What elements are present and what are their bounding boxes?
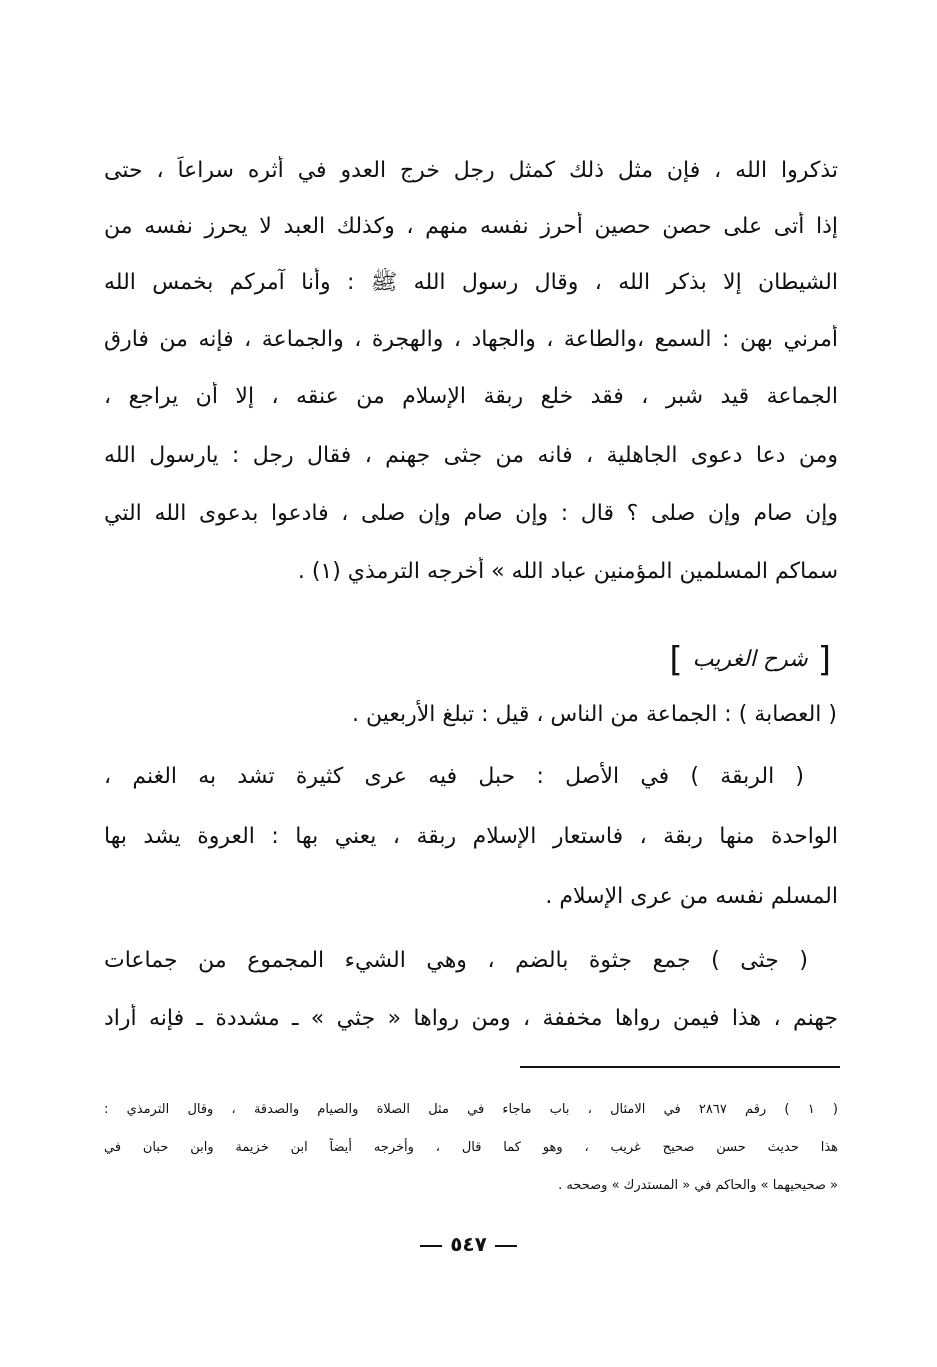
gloss-line: ( الربقة ) في الأصل : حبل فيه عرى كثيرة تشد به الغنم ،	[104, 764, 804, 789]
gloss-line: ( جثى ) جمع جثوة بالضم ، وهي الشيء المجموع من جماعات	[104, 948, 808, 973]
body-line: أمرني بهن : السمع ،والطاعة ، والجهاد ، والهجرة ، والجماعة ، فإنه من فارق	[104, 327, 838, 352]
heading-close-bracket: ]	[669, 640, 683, 680]
page-number-dash-right	[420, 1245, 442, 1247]
gloss-line: الواحدة منها ربقة ، فاستعار الإسلام ربقة ، يعني بها : العروة يشد بها	[104, 824, 838, 849]
footnote-line: ( ١ ) رقم ٢٨٦٧ في الامثال ، باب ماجاء في مثل الصلاة والصيام والصدقة ، وقال الترمذي :	[104, 1102, 838, 1117]
footnote-line: هذا حديث حسن صحيح غريب ، وهو كما قال ، وأخرجه أيضاً ابن خزيمة وابن حبان في	[104, 1140, 838, 1155]
footnote-line: « صحيحيهما » والحاكم في « المستدرك » وصححه .	[558, 1178, 838, 1193]
page-number-row	[0, 1230, 937, 1258]
body-line: الشيطان إلا بذكر الله ، وقال رسول الله ﷺ : وأنا آمركم بخمس الله	[104, 270, 838, 295]
body-line: وإن صام وإن صلى ؟ قال : وإن صام وإن صلى ، فادعوا بدعوى الله التي	[104, 501, 838, 526]
footnote-separator	[520, 1066, 840, 1068]
body-line: إذا أتى على حصن حصين أحرز نفسه منهم ، وكذلك العبد لا يحرز نفسه من	[104, 214, 838, 239]
body-line: ومن دعا دعوى الجاهلية ، فانه من جثى جهنم ، فقال رجل : يارسول الله	[104, 443, 838, 468]
body-line: الجماعة قيد شبر ، فقد خلع ربقة الإسلام من عنقه ، إلا أن يراجع ،	[104, 384, 838, 409]
gloss-line: جهنم ، هذا فيمن رواها مخففة ، ومن رواها « جثي » ـ مشددة ـ فإنه أراد	[104, 1006, 838, 1031]
gloss-line: المسلم نفسه من عرى الإسلام .	[545, 884, 838, 909]
section-heading	[669, 640, 831, 680]
heading-open-bracket: [	[817, 640, 831, 680]
heading-label: شرح الغريب	[692, 647, 808, 672]
gloss-line: ( العصابة ) : الجماعة من الناس ، قيل : تبلغ الأربعين .	[351, 702, 837, 727]
page-number: ٥٤٧	[450, 1232, 487, 1256]
body-line: سماكم المسلمين المؤمنين عباد الله » أخرجه الترمذي (١) .	[297, 559, 838, 584]
page-number-dash-left	[495, 1245, 517, 1247]
body-line: تذكروا الله ، فإن مثل ذلك كمثل رجل خرج العدو في أثره سراعاً ، حتى	[104, 158, 838, 183]
